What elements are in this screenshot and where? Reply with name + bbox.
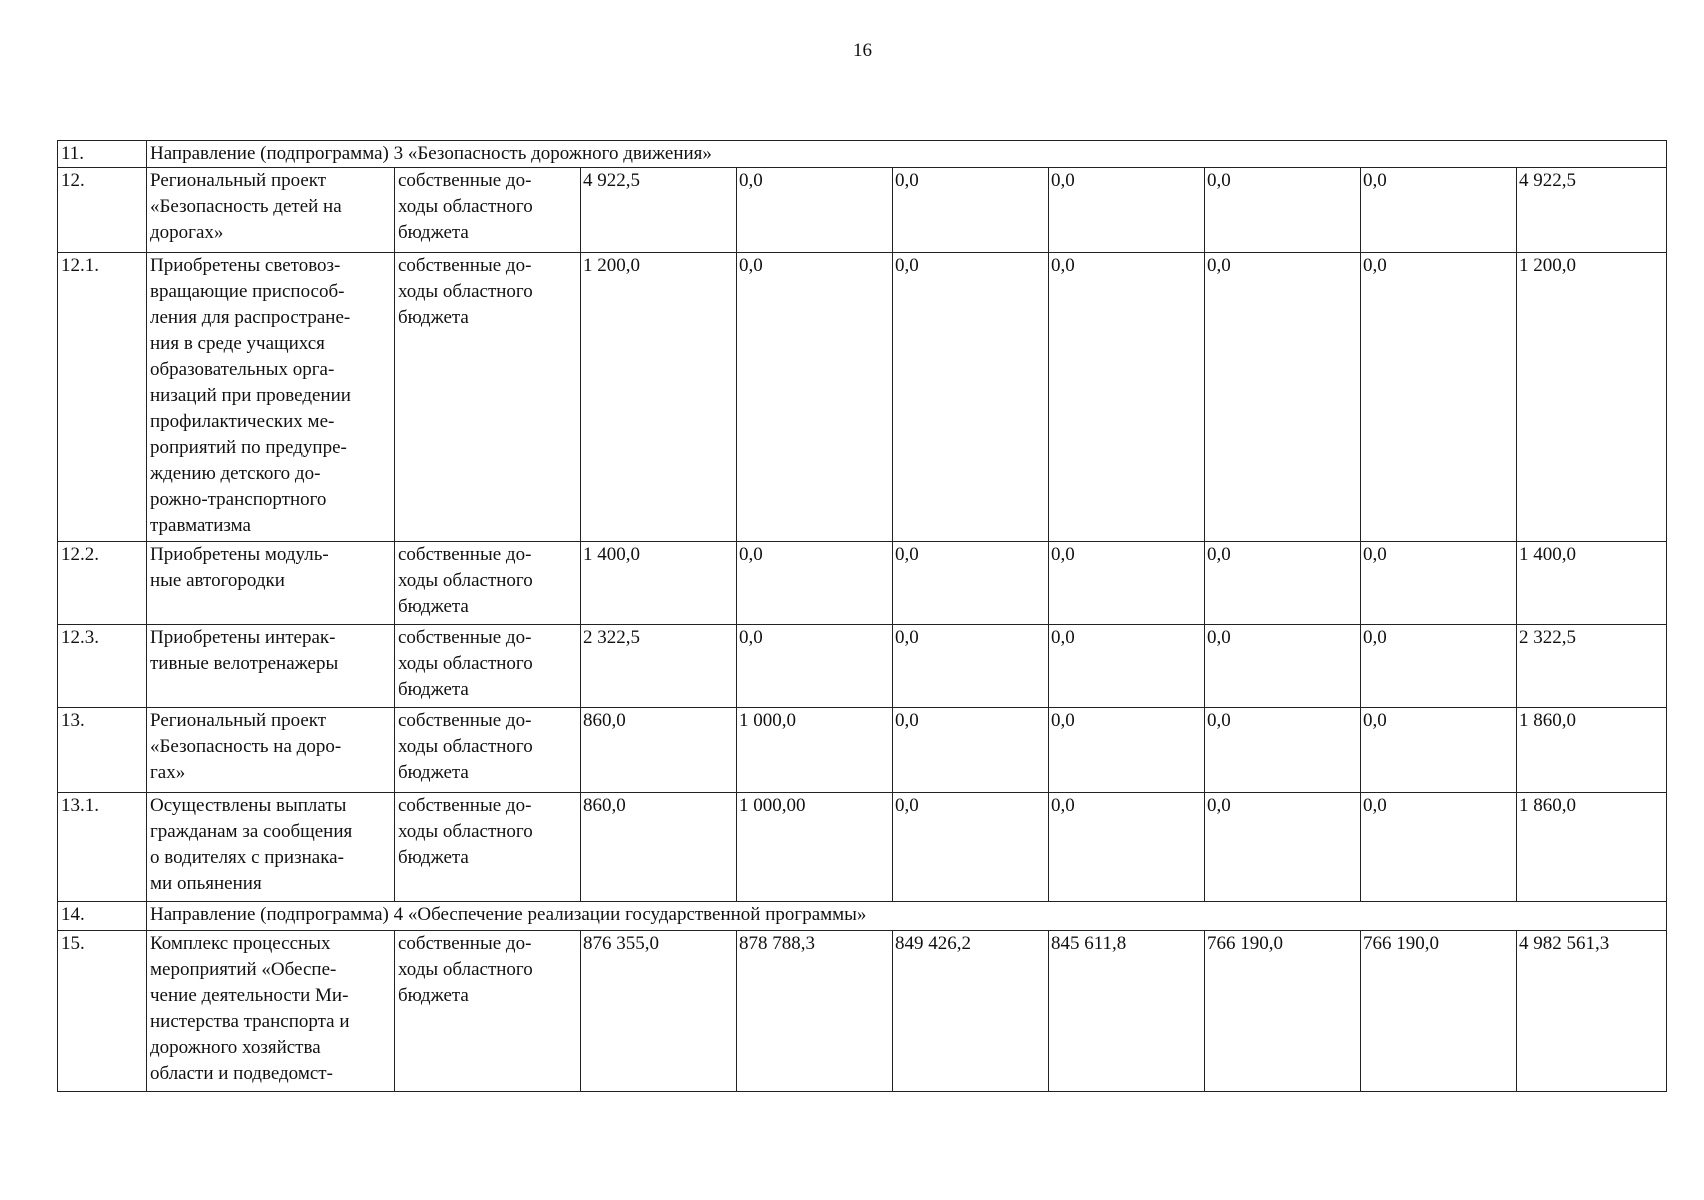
table-row-13 <box>58 708 1667 793</box>
value-cell: 1 000,00 <box>737 793 893 902</box>
section-row-14 <box>58 902 1667 931</box>
row-name: Приобретены интерак- тивные велотренажеры <box>147 625 395 708</box>
value-cell: 0,0 <box>893 625 1049 708</box>
section-title: Направление (подпрограмма) 4 «Обеспечение реализации государственной программы» <box>147 902 1667 931</box>
table-row-13-1 <box>58 793 1667 902</box>
value-cell: 0,0 <box>893 793 1049 902</box>
section-title: Направление (подпрограмма) 3 «Безопасность дорожного движения» <box>147 141 1667 168</box>
row-number: 12.3. <box>58 625 147 708</box>
row-name: Осуществлены выплаты гражданам за сообщения о водителях с признака- ми опьянения <box>147 793 395 902</box>
value-cell: 845 611,8 <box>1049 931 1205 1092</box>
row-number: 12.2. <box>58 542 147 625</box>
value-cell: 0,0 <box>893 168 1049 253</box>
funding-source: собственные до- ходы областного бюджета <box>395 168 581 253</box>
value-cell: 0,0 <box>893 708 1049 793</box>
value-cell: 849 426,2 <box>893 931 1049 1092</box>
value-cell: 860,0 <box>581 793 737 902</box>
row-number: 12.1. <box>58 253 147 542</box>
value-cell: 1 400,0 <box>581 542 737 625</box>
table-row-12-1 <box>58 253 1667 542</box>
value-cell: 0,0 <box>1361 625 1517 708</box>
value-cell: 766 190,0 <box>1361 931 1517 1092</box>
value-cell: 0,0 <box>893 253 1049 542</box>
value-cell: 0,0 <box>893 542 1049 625</box>
value-cell: 0,0 <box>1049 793 1205 902</box>
value-cell: 0,0 <box>1205 542 1361 625</box>
total-cell: 4 922,5 <box>1517 168 1667 253</box>
value-cell: 2 322,5 <box>581 625 737 708</box>
total-cell: 1 860,0 <box>1517 708 1667 793</box>
value-cell: 0,0 <box>1205 168 1361 253</box>
funding-source: собственные до- ходы областного бюджета <box>395 793 581 902</box>
row-number: 14. <box>58 902 147 931</box>
value-cell: 0,0 <box>1049 708 1205 793</box>
funding-source: собственные до- ходы областного бюджета <box>395 708 581 793</box>
row-number: 13. <box>58 708 147 793</box>
value-cell: 0,0 <box>1205 253 1361 542</box>
total-cell: 2 322,5 <box>1517 625 1667 708</box>
value-cell: 0,0 <box>1205 708 1361 793</box>
row-number: 12. <box>58 168 147 253</box>
section-row-11 <box>58 141 1667 168</box>
value-cell: 1 000,0 <box>737 708 893 793</box>
funding-source: собственные до- ходы областного бюджета <box>395 625 581 708</box>
table-row-12 <box>58 168 1667 253</box>
row-name: Приобретены световоз- вращающие приспособ- ления для распростране- ния в среде учащихся образовательных орга- низаций при проведении профилактических ме- роприятий по предупре- ждению детского до- рожно-транспортного травматизма <box>147 253 395 542</box>
row-name: Приобретены модуль- ные автогородки <box>147 542 395 625</box>
value-cell: 878 788,3 <box>737 931 893 1092</box>
value-cell: 0,0 <box>1049 168 1205 253</box>
budget-table <box>57 140 1667 1092</box>
value-cell: 0,0 <box>1361 793 1517 902</box>
funding-source: собственные до- ходы областного бюджета <box>395 542 581 625</box>
value-cell: 0,0 <box>1205 793 1361 902</box>
value-cell: 0,0 <box>1361 253 1517 542</box>
value-cell: 876 355,0 <box>581 931 737 1092</box>
row-name: Региональный проект «Безопасность на доро- гах» <box>147 708 395 793</box>
total-cell: 4 982 561,3 <box>1517 931 1667 1092</box>
funding-source: собственные до- ходы областного бюджета <box>395 253 581 542</box>
total-cell: 1 860,0 <box>1517 793 1667 902</box>
value-cell: 0,0 <box>737 253 893 542</box>
table-row-12-3 <box>58 625 1667 708</box>
row-number: 11. <box>58 141 147 168</box>
value-cell: 1 200,0 <box>581 253 737 542</box>
row-name: Комплекс процессных мероприятий «Обеспе- чение деятельности Ми- нистерства транспорта и дорожного хозяйства области и подведомст- <box>147 931 395 1092</box>
value-cell: 0,0 <box>1361 542 1517 625</box>
value-cell: 0,0 <box>1049 625 1205 708</box>
value-cell: 4 922,5 <box>581 168 737 253</box>
value-cell: 0,0 <box>1049 253 1205 542</box>
funding-source: собственные до- ходы областного бюджета <box>395 931 581 1092</box>
value-cell: 860,0 <box>581 708 737 793</box>
value-cell: 766 190,0 <box>1205 931 1361 1092</box>
table-row-15 <box>58 931 1667 1092</box>
page-number: 16 <box>853 40 872 61</box>
value-cell: 0,0 <box>737 542 893 625</box>
value-cell: 0,0 <box>1361 708 1517 793</box>
row-number: 13.1. <box>58 793 147 902</box>
total-cell: 1 200,0 <box>1517 253 1667 542</box>
value-cell: 0,0 <box>737 625 893 708</box>
value-cell: 0,0 <box>1361 168 1517 253</box>
total-cell: 1 400,0 <box>1517 542 1667 625</box>
table-row-12-2 <box>58 542 1667 625</box>
value-cell: 0,0 <box>737 168 893 253</box>
row-number: 15. <box>58 931 147 1092</box>
value-cell: 0,0 <box>1049 542 1205 625</box>
value-cell: 0,0 <box>1205 625 1361 708</box>
row-name: Региональный проект «Безопасность детей на дорогах» <box>147 168 395 253</box>
